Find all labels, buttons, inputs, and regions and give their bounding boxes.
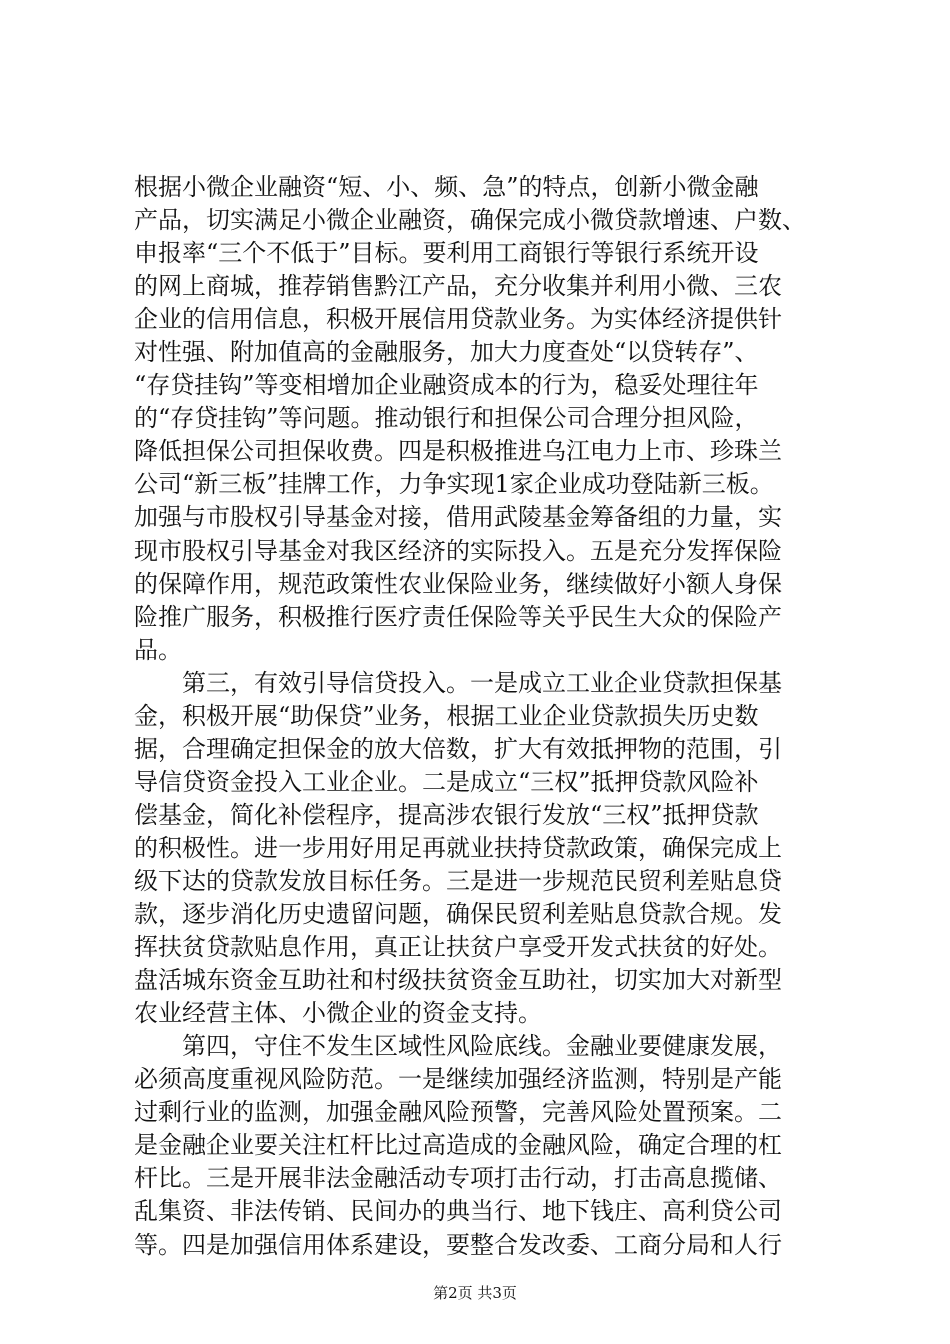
- text-line: 导信贷资金投入工业企业。二是成立“三权”抵押贷款风险补: [134, 767, 759, 796]
- page-footer: 第2页 共3页: [433, 1284, 517, 1302]
- text-line: 挥扶贫贷款贴息作用，真正让扶贫户享受开发式扶贫的好处。: [134, 933, 782, 962]
- text-line: 盘活城东资金互助社和村级扶贫资金互助社，切实加大对新型: [134, 966, 782, 995]
- text-line: 第四，守住不发生区域性风险底线。金融业要健康发展，: [134, 1032, 782, 1061]
- text-line: 品。: [134, 635, 182, 664]
- text-line: 的积极性。进一步用好用足再就业扶持贷款政策，确保完成上: [134, 833, 782, 862]
- text-line: “存贷挂钩”等变相增加企业融资成本的行为，稳妥处理往年: [134, 371, 759, 400]
- text-line: 等。四是加强信用体系建设，要整合发改委、工商分局和人行: [134, 1230, 782, 1259]
- text-line: 级下达的贷款发放目标任务。三是进一步规范民贸利差贴息贷: [134, 866, 782, 895]
- text-line: 据，合理确定担保金的放大倍数，扩大有效抵押物的范围，引: [134, 734, 782, 763]
- text-line: 的“存贷挂钩”等问题。推动银行和担保公司合理分担风险，: [134, 404, 759, 433]
- text-line: 过剩行业的监测，加强金融风险预警，完善风险处置预案。二: [134, 1098, 782, 1127]
- text-line: 偿基金，简化补偿程序，提高涉农银行发放“三权”抵押贷款: [134, 800, 759, 829]
- text-line: 的网上商城，推荐销售黔江产品，充分收集并利用小微、三农: [134, 272, 782, 301]
- text-line: 金，积极开展“助保贷”业务，根据工业企业贷款损失历史数: [134, 701, 759, 730]
- text-line: 款，逐步消化历史遗留问题，确保民贸利差贴息贷款合规。发: [134, 900, 782, 929]
- text-line: 公司“新三板”挂牌工作，力争实现1家企业成功登陆新三板。: [134, 470, 774, 499]
- text-line: 企业的信用信息，积极开展信用贷款业务。为实体经济提供针: [134, 305, 782, 334]
- text-line: 必须高度重视风险防范。一是继续加强经济监测，特别是产能: [134, 1065, 782, 1094]
- text-line: 根据小微企业融资“短、小、频、急”的特点，创新小微金融: [134, 173, 759, 201]
- text-line: 农业经营主体、小微企业的资金支持。: [134, 999, 542, 1028]
- text-line: 乱集资、非法传销、民间办的典当行、地下钱庄、高利贷公司: [134, 1197, 782, 1226]
- text-line: 是金融企业要关注杠杆比过高造成的金融风险，确定合理的杠: [134, 1131, 782, 1160]
- text-line: 加强与市股权引导基金对接，借用武陵基金筹备组的力量，实: [134, 503, 782, 532]
- text-line: 险推广服务，积极推行医疗责任保险等关乎民生大众的保险产: [134, 602, 782, 631]
- text-line: 申报率“三个不低于”目标。要利用工商银行等银行系统开设: [134, 239, 759, 268]
- document-body: [134, 171, 834, 1262]
- text-line: 杆比。三是开展非法金融活动专项打击行动，打击高息揽储、: [134, 1164, 782, 1193]
- text-line: 现市股权引导基金对我区经济的实际投入。五是充分发挥保险: [134, 536, 782, 565]
- text-line: 降低担保公司担保收费。四是积极推进乌江电力上市、珍珠兰: [134, 437, 782, 466]
- text-line: 第三，有效引导信贷投入。一是成立工业企业贷款担保基: [134, 668, 782, 697]
- text-line: 的保障作用，规范政策性农业保险业务，继续做好小额人身保: [134, 569, 782, 598]
- text-line: 产品，切实满足小微企业融资，确保完成小微贷款增速、户数、: [134, 206, 806, 235]
- text-line: 对性强、附加值高的金融服务，加大力度查处“以贷转存”、: [134, 338, 759, 367]
